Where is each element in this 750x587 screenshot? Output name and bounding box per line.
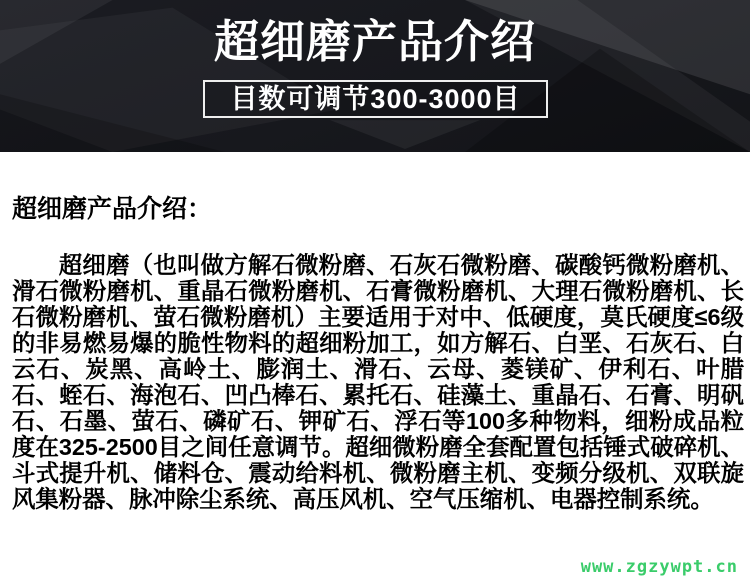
- product-description-section: [0, 152, 750, 512]
- section-heading: 超细磨产品介绍：: [12, 195, 213, 223]
- banner-title: 超细磨产品介绍: [213, 16, 536, 67]
- product-description-paragraph: 超细磨（也叫做方解石微粉磨、石灰石微粉磨、碳酸钙微粉磨机、滑石微粉磨机、重晶石微粉磨机、石膏微粉磨机、大理石微粉磨机、长石微粉磨机、萤石微粉磨机）主要适用于对中、低硬度，莫氏硬度≤6级的非易燃易爆的脆性物料的超细粉加工，如方解石、白垩、石灰石、白云石、炭黑、高岭土、膨润土、滑石、云母、菱镁矿、伊利石、叶腊石、蛭石、海泡石、凹凸棒石、累托石、硅藻土、重晶石、石膏、明矾石、石墨、萤石、磷矿石、钾矿石、浮石等100多种物料，细粉成品粒度在325-2500目之间任意调节。超细微粉磨全套配置包括锤式破碎机、斗式提升机、储料仓、震动给料机、微粉磨主机、变频分级机、双联旋风集粉器、脉冲除尘系统、高压风机、空气压缩机、电器控制系统。: [12, 252, 744, 512]
- site-watermark: www.zgzywpt.cn: [580, 557, 738, 577]
- hero-banner: [0, 0, 750, 152]
- mesh-range-badge: 目数可调节300-3000目: [203, 80, 548, 118]
